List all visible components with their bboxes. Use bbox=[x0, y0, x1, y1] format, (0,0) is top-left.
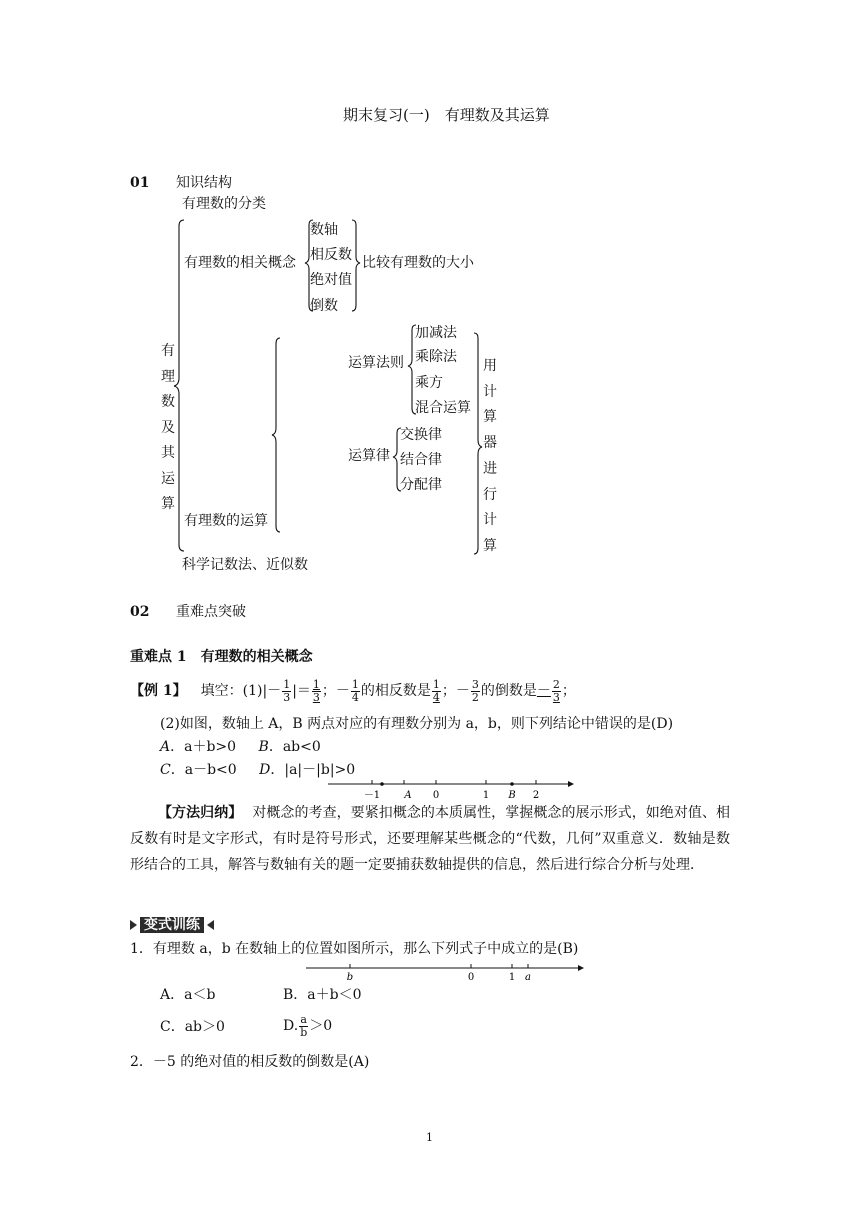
text-segment: |＝ bbox=[292, 683, 311, 699]
answer-sign: － bbox=[536, 683, 551, 699]
fraction: $\frac{3}{2}$ bbox=[471, 677, 479, 704]
concept-item: 相反数 bbox=[310, 247, 352, 263]
q1-option-d: D. $\frac{a}{b}$ ＞0 bbox=[283, 1012, 333, 1039]
text-segment: 填空：(1)|－ bbox=[200, 683, 282, 699]
concept-item: 数轴 bbox=[310, 222, 338, 238]
text-segment: 的倒数是 bbox=[480, 683, 537, 699]
calc-vertical-label: 用 计 算 器 进 行 计 算 bbox=[483, 358, 497, 554]
method-text: 对概念的考查，要紧扣概念的本质属性，掌握概念的展示形式，如绝对值、相反数有时是文字形式，有时是符号形式，还要理解某些概念的“代数，几何”双重意义．数轴是数形结合的工具，解答与数轴有关的题一定要捕获数轴提供的信息，然后进行综合分析与处理． bbox=[130, 805, 731, 873]
tick-label: 2 bbox=[532, 790, 540, 801]
point-heading: 重难点 1 有理数的相关概念 bbox=[130, 649, 313, 665]
page-title: 期末复习(一) 有理数及其运算 bbox=[343, 106, 550, 124]
page-number: 1 bbox=[426, 1131, 433, 1144]
rule-item: 乘除法 bbox=[415, 349, 457, 365]
example1-line bbox=[130, 676, 576, 706]
tree-braces bbox=[0, 0, 860, 600]
concept-item: 绝对值 bbox=[310, 272, 352, 288]
tick-label: 1 bbox=[482, 790, 490, 801]
sci-label: 科学记数法、近似数 bbox=[182, 557, 308, 573]
operation-brace bbox=[272, 338, 280, 532]
law-item: 结合律 bbox=[400, 452, 442, 468]
calc-brace bbox=[474, 333, 482, 554]
concept-item: 倒数 bbox=[310, 298, 338, 314]
q1-option-a: A．a＜b bbox=[160, 987, 216, 1003]
triangle-right-icon bbox=[130, 920, 137, 930]
concepts-label: 有理数的相关概念 bbox=[184, 255, 296, 271]
question-2: 2．－5 的绝对值的相反数的倒数是(A) bbox=[130, 1054, 370, 1070]
law-item: 交换律 bbox=[400, 427, 442, 443]
text-segment: ； bbox=[561, 683, 576, 699]
text-segment: 的相反数是 bbox=[360, 683, 431, 699]
point-label: a bbox=[525, 972, 531, 982]
number-line-q1 bbox=[300, 960, 590, 982]
triangle-left-icon bbox=[207, 920, 214, 930]
number-line-example1 bbox=[320, 776, 580, 802]
q1-option-c: C．ab＞0 bbox=[160, 1019, 225, 1035]
concepts-result: 比较有理数的大小 bbox=[362, 255, 474, 271]
operation-label: 有理数的运算 bbox=[184, 513, 268, 529]
variant-banner bbox=[130, 917, 214, 933]
example1-options-ab: A．a＋b>0 B．ab<0 bbox=[160, 739, 321, 755]
variant-label: 变式训练 bbox=[140, 917, 204, 933]
tick-label: 1 bbox=[508, 972, 516, 982]
method-tag: 【方法归纳】 bbox=[158, 805, 243, 821]
method-summary bbox=[130, 800, 730, 878]
law-item: 分配律 bbox=[400, 477, 442, 493]
fraction-answer: $\frac{2}{3}$ bbox=[552, 677, 560, 704]
section-number: 02 bbox=[130, 604, 150, 620]
rule-item: 混合运算 bbox=[415, 400, 471, 416]
section-number: 01 bbox=[130, 175, 150, 191]
tick-label: 0 bbox=[467, 972, 475, 982]
tick-label: 0 bbox=[432, 790, 440, 801]
concepts-brace-right bbox=[352, 220, 360, 311]
example-tag: 【例 1】 bbox=[130, 683, 187, 699]
rule-item: 乘方 bbox=[415, 375, 443, 391]
text-segment: ；－ bbox=[321, 683, 350, 699]
example1-options-cd: C．a－b<0 D．|a|－|b|>0 bbox=[160, 762, 356, 778]
fraction: $\frac{1}{4}$ bbox=[351, 677, 359, 704]
section-title: 知识结构 bbox=[176, 175, 232, 191]
point-label: b bbox=[346, 972, 354, 982]
classification-label: 有理数的分类 bbox=[182, 196, 266, 212]
fraction: $\frac{1}{3}$ bbox=[283, 677, 291, 704]
fraction-answer: $\frac{1}{4}$ bbox=[432, 677, 440, 704]
rule-item: 加减法 bbox=[415, 325, 457, 341]
fraction: $\frac{a}{b}$ bbox=[300, 1012, 308, 1039]
fraction-answer: $\frac{1}{3}$ bbox=[312, 677, 320, 704]
tick-label: －1 bbox=[363, 790, 381, 801]
point-label: B bbox=[508, 790, 516, 801]
point-label: A bbox=[404, 790, 412, 801]
example1-part2: (2)如图，数轴上 A，B 两点对应的有理数分别为 a，b，则下列结论中错误的是(D) bbox=[160, 716, 674, 732]
laws-label: 运算律 bbox=[348, 448, 390, 464]
section-title: 重难点突破 bbox=[176, 604, 246, 620]
q1-option-b: B．a＋b＜0 bbox=[283, 987, 362, 1003]
text-segment: ；－ bbox=[441, 683, 470, 699]
rules-label: 运算法则 bbox=[348, 355, 404, 371]
tree-root-label: 有 理 数 及 其 运 算 bbox=[161, 343, 175, 512]
question-1: 1．有理数 a，b 在数轴上的位置如图所示，那么下列式子中成立的是(B) bbox=[130, 941, 579, 957]
